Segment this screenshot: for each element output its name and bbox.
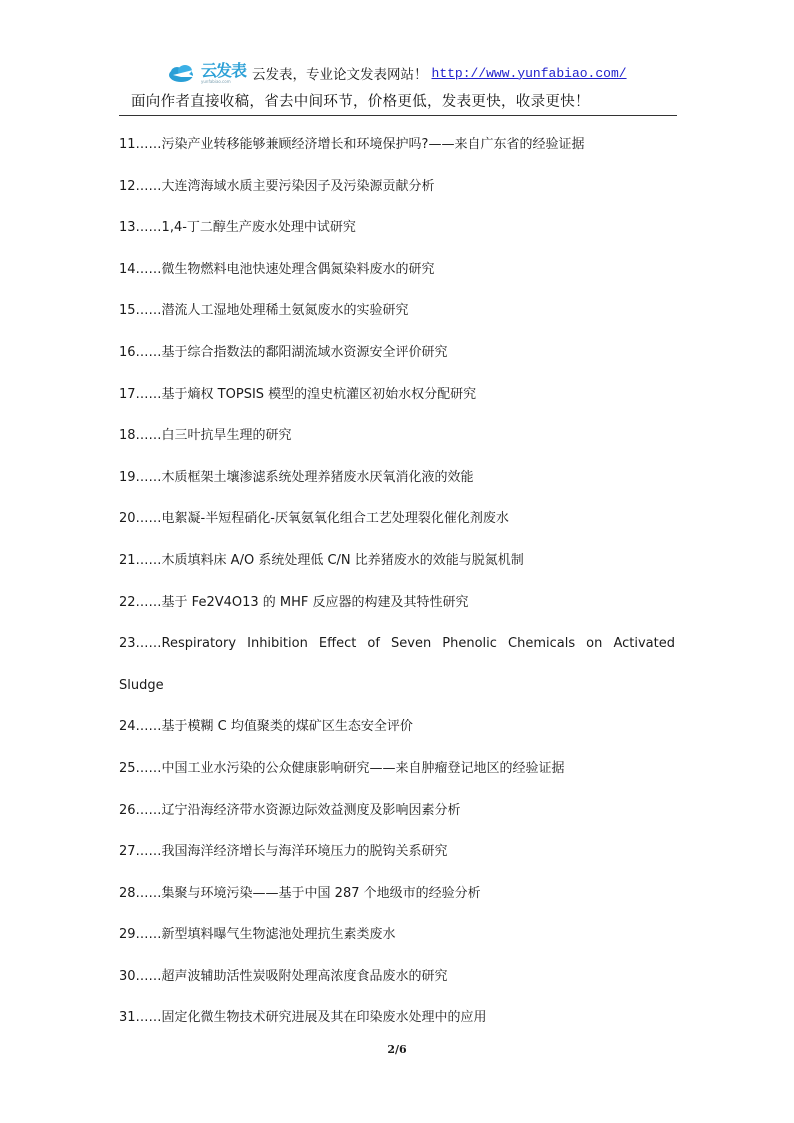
list-item-number: 23 — [119, 636, 136, 652]
list-item — [119, 166, 675, 208]
list-item-number: 20 — [119, 511, 136, 527]
list-item — [119, 374, 675, 416]
list-item-number: 27 — [119, 844, 136, 860]
page-number: 2/6 — [387, 1043, 407, 1056]
list-item — [119, 249, 675, 291]
list-item-separator: …… — [135, 386, 162, 402]
header-row-brand — [119, 58, 679, 88]
list-item-separator: …… — [135, 802, 162, 818]
list-item — [119, 582, 675, 624]
list-item-number: 16 — [119, 344, 136, 360]
site-logo[interactable] — [167, 62, 246, 84]
list-item-separator: …… — [135, 511, 162, 527]
list-item-title: 辽宁沿海经济带水资源边际效益测度及影响因素分析 — [161, 802, 461, 818]
list-item-number: 19 — [119, 469, 136, 485]
list-item-title: 微生物燃料电池快速处理含偶氮染料废水的研究 — [161, 261, 435, 277]
list-item-title: 基于综合指数法的鄱阳湖流域水资源安全评价研究 — [161, 344, 448, 360]
list-item-separator: …… — [135, 552, 162, 568]
list-item-number: 26 — [119, 802, 136, 818]
list-item-separator: …… — [135, 927, 162, 943]
list-item-title: 新型填料曝气生物滤池处理抗生素类废水 — [161, 927, 396, 943]
list-item — [119, 790, 675, 832]
list-item-number: 30 — [119, 968, 136, 984]
list-item-title: 白三叶抗旱生理的研究 — [161, 428, 292, 444]
list-item-title: 超声波辅助活性炭吸附处理高浓度食品废水的研究 — [161, 968, 448, 984]
list-item-separator: …… — [135, 178, 162, 194]
list-item-number: 13 — [119, 220, 136, 236]
logo-wordmark: 云发表 — [201, 60, 247, 80]
header-divider — [119, 115, 677, 116]
paper-list — [119, 124, 675, 1039]
list-item-number: 28 — [119, 885, 136, 901]
list-item — [119, 831, 675, 873]
list-item — [119, 873, 675, 915]
list-item-number: 29 — [119, 927, 136, 943]
list-item-number: 24 — [119, 719, 136, 735]
list-item — [119, 207, 675, 249]
list-item-separator: …… — [135, 303, 162, 319]
list-item — [119, 956, 675, 998]
list-item-separator: …… — [135, 220, 162, 236]
list-item-title: 潜流人工湿地处理稀土氨氮废水的实验研究 — [161, 303, 409, 319]
list-item-separator: …… — [135, 344, 162, 360]
list-item — [119, 623, 675, 706]
list-item-number: 14 — [119, 261, 136, 277]
list-item-separator: …… — [135, 428, 162, 444]
list-item — [119, 706, 675, 748]
list-item-title: 大连湾海域水质主要污染因子及污染源贡献分析 — [161, 178, 435, 194]
logo-subtext: yunfabiao.com — [201, 78, 231, 84]
list-item-separator: …… — [135, 719, 162, 735]
page-header — [119, 58, 679, 111]
list-item-title: 木质填料床 A/O 系统处理低 C/N 比养猪废水的效能与脱氮机制 — [161, 552, 524, 568]
list-item-separator: …… — [135, 469, 162, 485]
site-tagline: 面向作者直接收稿，省去中间环节，价格更低，发表更快，收录更快！ — [131, 94, 590, 110]
list-item-number: 21 — [119, 552, 136, 568]
list-item — [119, 498, 675, 540]
list-item — [119, 540, 675, 582]
list-item-title: 污染产业转移能够兼顾经济增长和环境保护吗?——来自广东省的经验证据 — [161, 137, 585, 152]
list-item-number: 18 — [119, 428, 136, 444]
list-item — [119, 332, 675, 374]
list-item-separator: …… — [135, 1010, 162, 1026]
list-item-separator: …… — [135, 968, 162, 984]
list-item — [119, 124, 675, 166]
site-url-link[interactable]: http://www.yunfabiao.com/ — [431, 65, 627, 81]
list-item-separator: …… — [135, 594, 162, 610]
list-item-title: 集聚与环境污染——基于中国 287 个地级市的经验分析 — [161, 885, 481, 901]
list-item-separator: …… — [135, 885, 162, 901]
cloud-plane-icon — [167, 62, 199, 84]
list-item-title: 我国海洋经济增长与海洋环境压力的脱钩关系研究 — [161, 844, 448, 860]
list-item-title: 电絮凝-半短程硝化-厌氧氨氧化组合工艺处理裂化催化剂废水 — [161, 511, 509, 527]
list-item-number: 12 — [119, 178, 136, 194]
list-item — [119, 914, 675, 956]
list-item-title: 木质框架土壤渗滤系统处理养猪废水厌氧消化液的效能 — [161, 469, 474, 485]
list-item-title: 中国工业水污染的公众健康影响研究——来自肿瘤登记地区的经验证据 — [161, 760, 565, 776]
list-item-number: 22 — [119, 594, 136, 610]
list-item-title: 基于模糊 C 均值聚类的煤矿区生态安全评价 — [161, 719, 413, 735]
list-item-title: 固定化微生物技术研究进展及其在印染废水处理中的应用 — [161, 1010, 487, 1026]
list-item-title-continued: Sludge — [119, 677, 164, 693]
list-item — [119, 415, 675, 457]
list-item-number: 31 — [119, 1010, 136, 1026]
site-slogan: 云发表，专业论文发表网站！ — [252, 67, 428, 83]
list-item-number: 17 — [119, 386, 136, 402]
list-item-title: Respiratory Inhibition Effect of Seven Phenolic Chemicals on Activated — [161, 636, 675, 652]
list-item-number: 11 — [119, 137, 136, 152]
list-item — [119, 748, 675, 790]
list-item — [119, 290, 675, 332]
list-item-separator: …… — [135, 760, 162, 776]
list-item-title: 基于 Fe2V4O13 的 MHF 反应器的构建及其特性研究 — [161, 594, 469, 610]
list-item-number: 15 — [119, 303, 136, 319]
list-item — [119, 457, 675, 499]
list-item-separator: …… — [135, 261, 162, 277]
list-item — [119, 997, 675, 1039]
list-item-title: 基于熵权 TOPSIS 模型的湟史杭灌区初始水权分配研究 — [161, 386, 477, 402]
list-item-separator: …… — [135, 137, 162, 152]
list-item-title: 1,4-丁二醇生产废水处理中试研究 — [161, 220, 356, 236]
list-item-separator: …… — [135, 636, 162, 652]
list-item-number: 25 — [119, 760, 136, 776]
list-item-separator: …… — [135, 844, 162, 860]
list-item-text — [119, 623, 675, 665]
